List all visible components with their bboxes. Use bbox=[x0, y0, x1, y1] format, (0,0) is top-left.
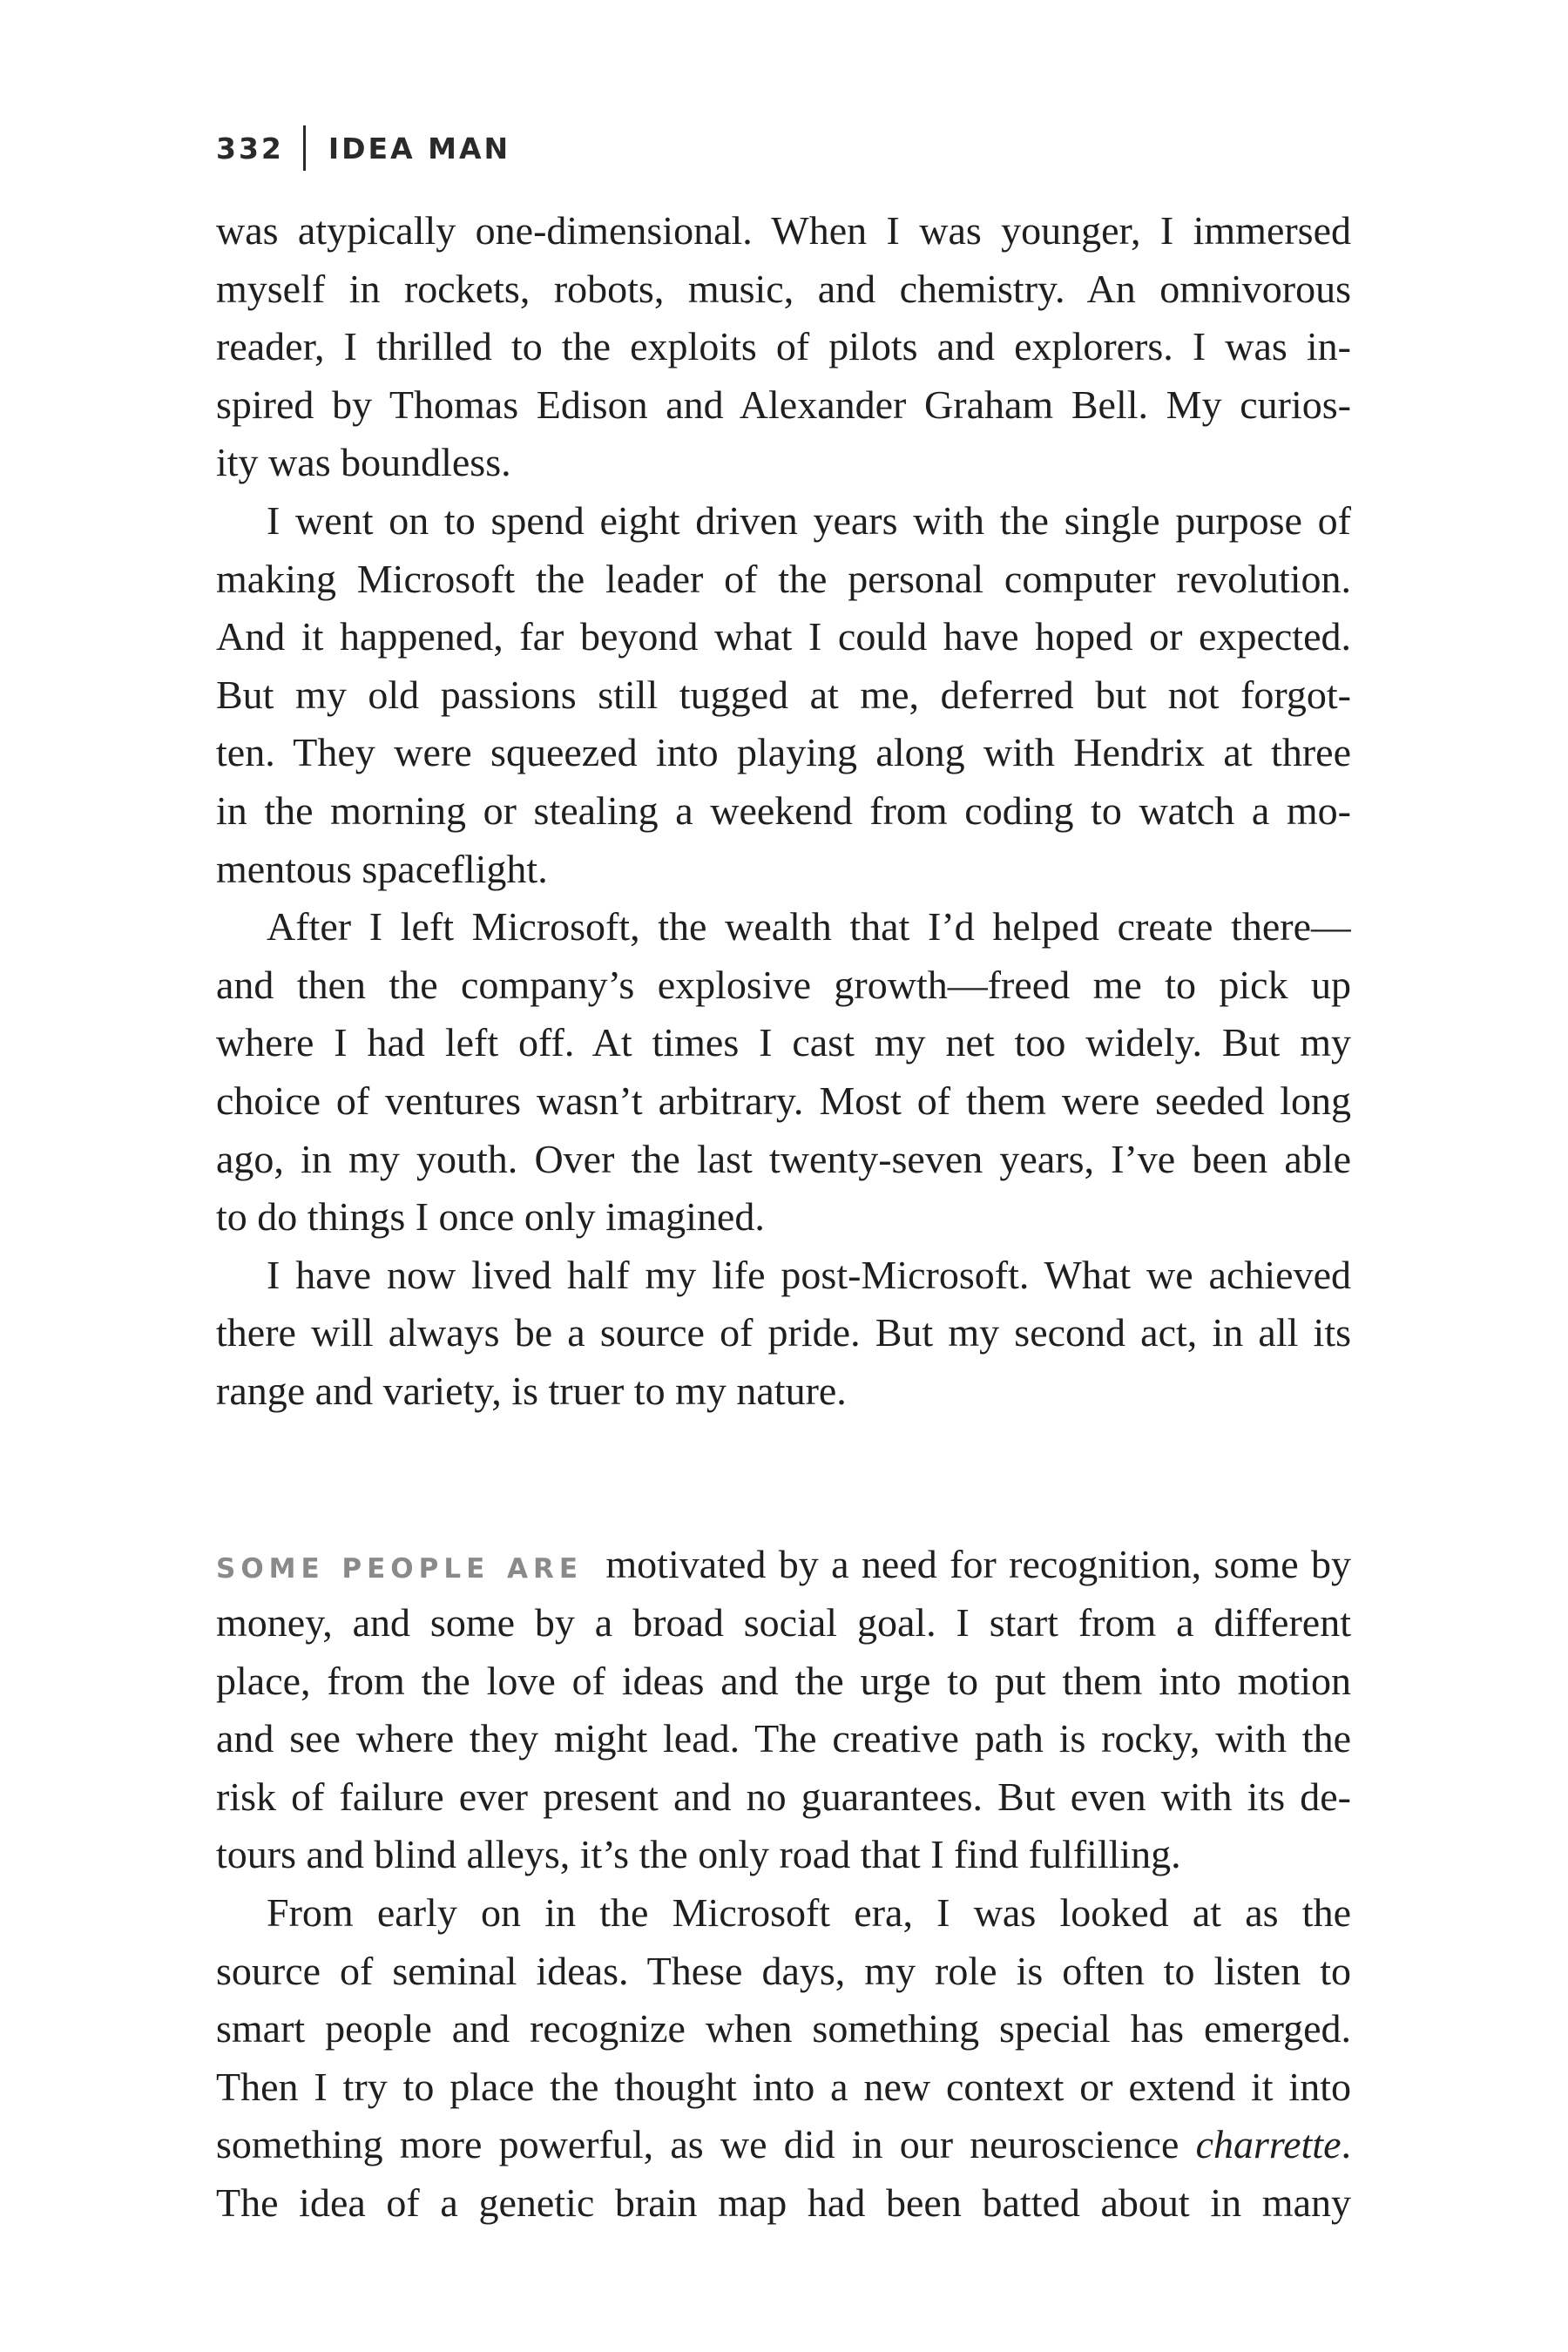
text-line: mentous spaceflight. bbox=[216, 846, 548, 891]
text-line: range and variety, is truer to my nature. bbox=[216, 1368, 847, 1413]
text-line: was atypically one-dimensional. When I was younger, I immersed bbox=[216, 208, 1351, 253]
section-break bbox=[216, 1420, 1351, 1536]
text-line: smart people and recognize when something special has emerged. bbox=[216, 2006, 1351, 2051]
text-line: source of seminal ideas. These days, my role is often to listen to bbox=[216, 1948, 1351, 1993]
text-line: money, and some by a broad social goal. I start from a different bbox=[216, 1600, 1351, 1646]
paragraph-3 bbox=[216, 898, 1351, 1247]
body-text bbox=[216, 202, 1351, 2233]
section-2-paragraph-2 bbox=[216, 1884, 1351, 2233]
text-line: After I left Microsoft, the wealth that I’d helped create there— bbox=[267, 904, 1351, 950]
text-line: myself in rockets, robots, music, and chemistry. An omnivorous bbox=[216, 266, 1351, 311]
text-line: there will always be a source of pride. But my second act, in all its bbox=[216, 1310, 1351, 1355]
section-2-paragraph-1 bbox=[216, 1536, 1351, 1884]
text-line: Then I try to place the thought into a new context or extend it into bbox=[216, 2064, 1351, 2109]
text-line: risk of failure ever present and no guarantees. But even with its de- bbox=[216, 1774, 1351, 1819]
paragraph-1 bbox=[216, 202, 1351, 492]
text-line: The idea of a genetic brain map had been batted about in many bbox=[216, 2180, 1351, 2225]
text-line: ten. They were squeezed into playing along with Hendrix at three bbox=[216, 730, 1351, 775]
text-line: choice of ventures wasn’t arbitrary. Most of them were seeded long bbox=[216, 1078, 1351, 1123]
text-line: reader, I thrilled to the exploits of pilots and explorers. I was in- bbox=[216, 324, 1351, 369]
line-text: something more powerful, as we did in our neuroscience bbox=[216, 2122, 1179, 2167]
italic-term: charrette bbox=[1195, 2122, 1342, 2167]
lead-in-continuation: motivated by a need for recognition, some by bbox=[605, 1542, 1351, 1587]
text-line: making Microsoft the leader of the personal computer revolution. bbox=[216, 556, 1351, 601]
text-line: where I had left off. At times I cast my net too widely. But my bbox=[216, 1020, 1351, 1065]
book-title: IDEA MAN bbox=[328, 131, 511, 166]
text-line: From early on in the Microsoft era, I was looked at as the bbox=[267, 1890, 1351, 1936]
text-line: in the morning or stealing a weekend from coding to watch a mo- bbox=[216, 787, 1351, 833]
text-line: tours and blind alleys, it’s the only road that I find fulfilling. bbox=[216, 1832, 1181, 1877]
text-line: and then the company’s explosive growth—freed me to pick up bbox=[216, 962, 1351, 1007]
paragraph-2 bbox=[216, 492, 1351, 898]
header-divider bbox=[303, 125, 306, 171]
paragraph-4 bbox=[216, 1247, 1351, 1421]
text-line: ity was boundless. bbox=[216, 440, 511, 485]
text-line bbox=[216, 2116, 1351, 2174]
text-line: And it happened, far beyond what I could have hoped or expected. bbox=[216, 614, 1351, 659]
text-line: and see where they might lead. The creative path is rocky, with the bbox=[216, 1716, 1351, 1761]
text-line: I have now lived half my life post-Microsoft. What we achieved bbox=[267, 1252, 1351, 1297]
text-line: ago, in my youth. Over the last twenty-seven years, I’ve been able bbox=[216, 1136, 1351, 1181]
text-line: But my old passions still tugged at me, deferred but not forgot- bbox=[216, 672, 1351, 717]
text-line bbox=[216, 1536, 1351, 1594]
text-line: I went on to spend eight driven years with the single purpose of bbox=[267, 497, 1351, 543]
text-line: spired by Thomas Edison and Alexander Graham Bell. My curios- bbox=[216, 382, 1351, 427]
line-punctuation: . bbox=[1341, 2122, 1351, 2167]
page-number: 332 bbox=[216, 131, 284, 166]
text-line: place, from the love of ideas and the urge to put them into motion bbox=[216, 1658, 1351, 1703]
running-head bbox=[216, 124, 510, 172]
text-line: to do things I once only imagined. bbox=[216, 1194, 765, 1240]
section-lead-in: SOME PEOPLE ARE bbox=[216, 1553, 583, 1585]
